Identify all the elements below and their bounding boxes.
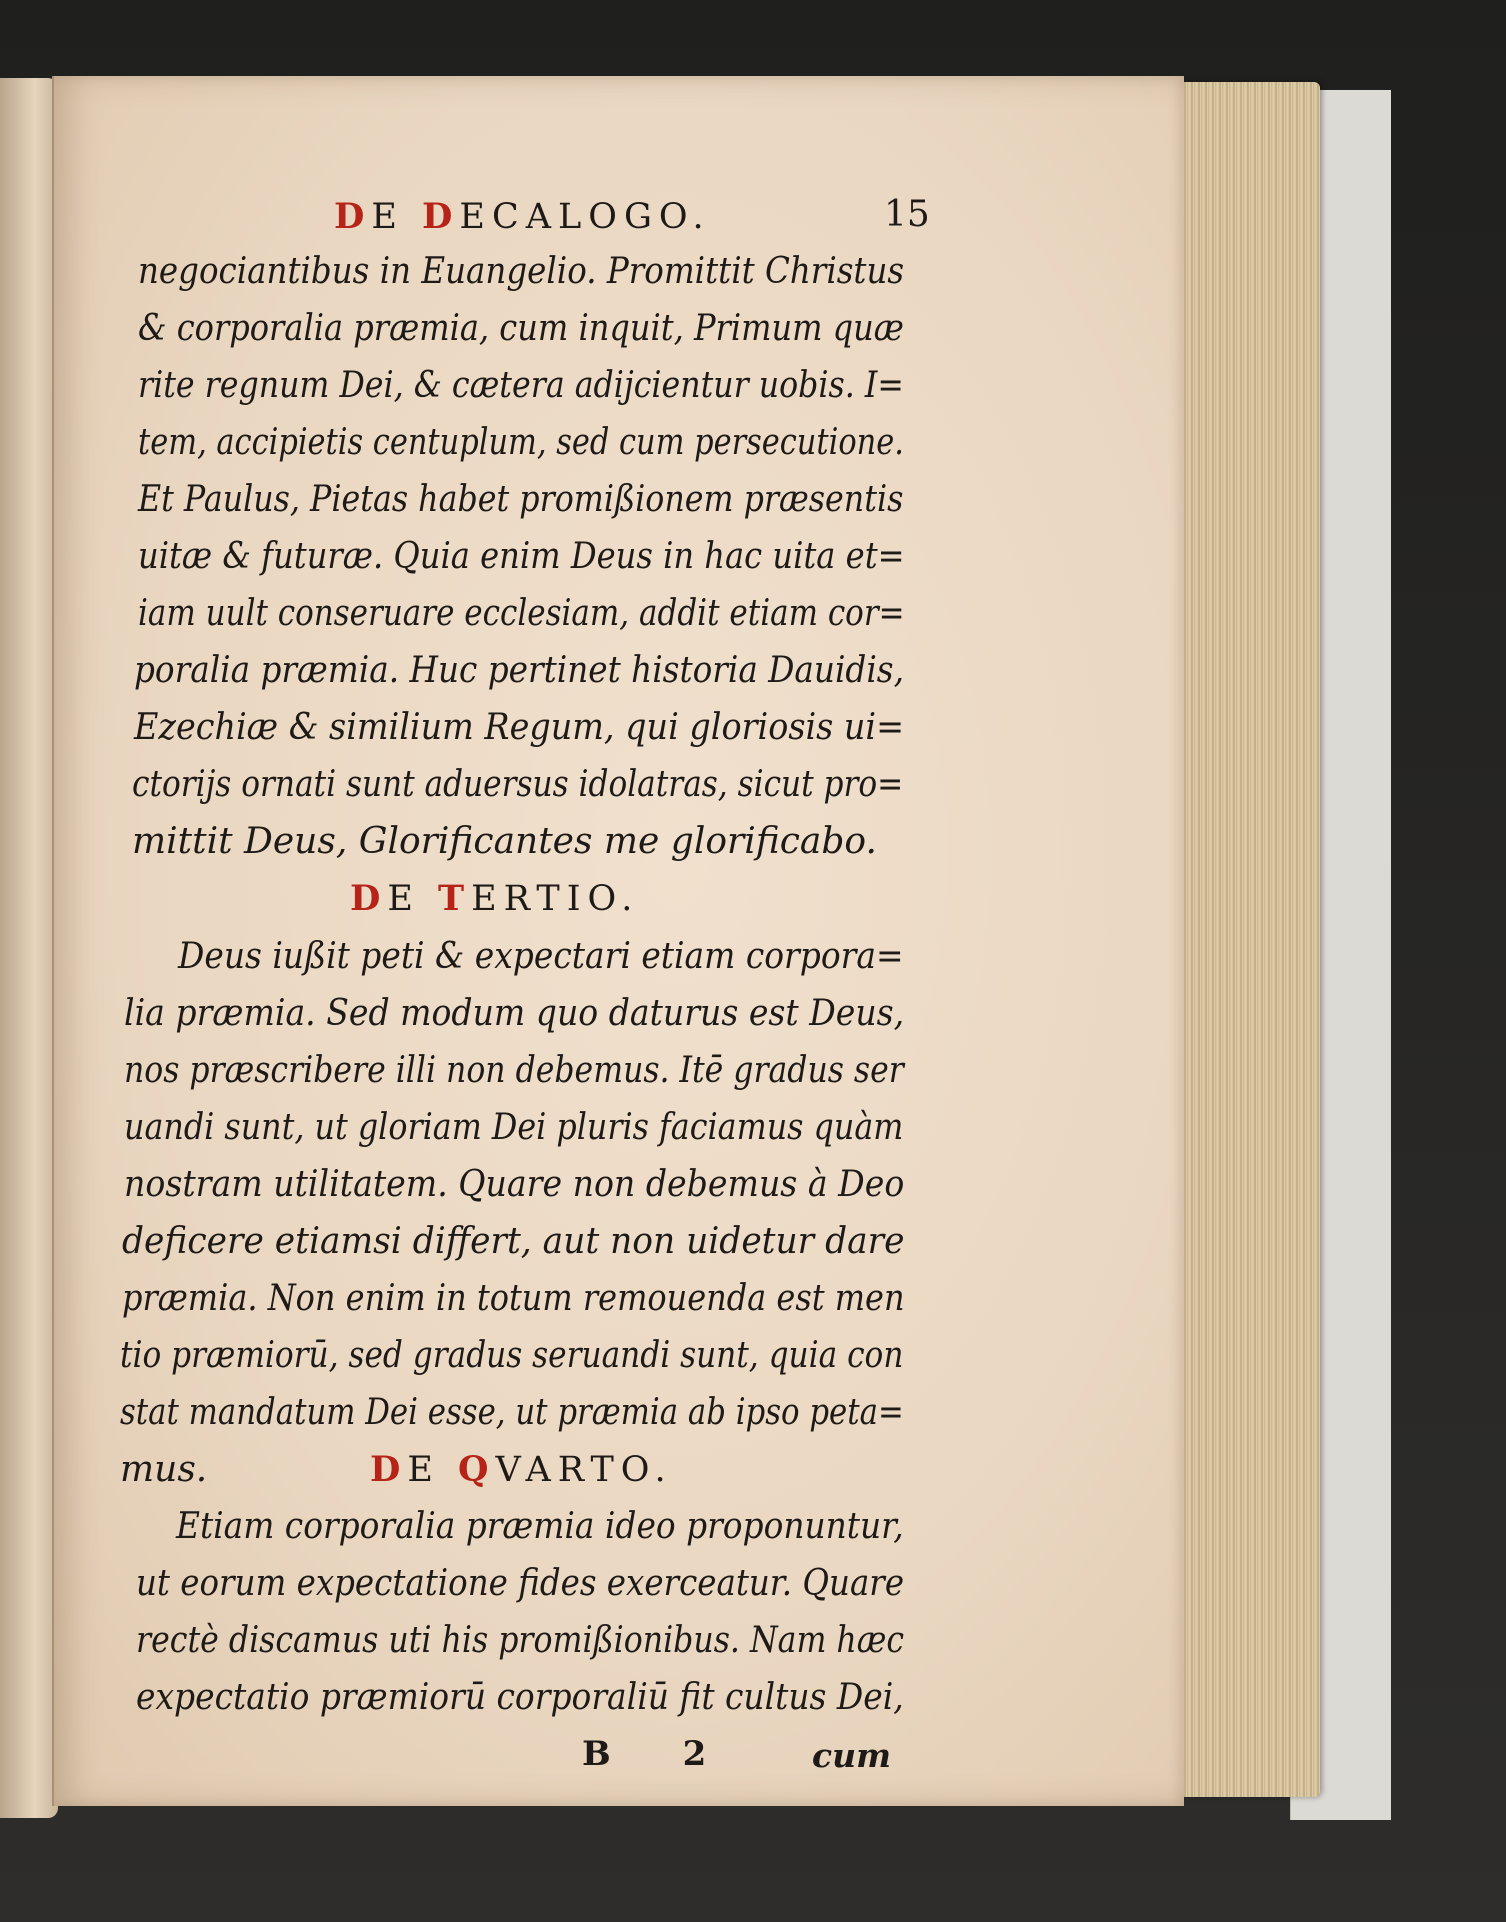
section-heading-quarto bbox=[370, 1449, 673, 1490]
section-text: E bbox=[387, 879, 439, 919]
tertio-line: nostram utilitatem. Quare non debemus à Deo bbox=[124, 1164, 905, 1205]
tertio-line: præmia. Non enim in totum remouenda est men bbox=[122, 1278, 905, 1319]
section-initial-2: T bbox=[438, 878, 472, 919]
section-text: E bbox=[407, 1450, 459, 1490]
folio-number: 15 bbox=[884, 194, 930, 235]
tertio-line: Deus iußit peti & expectari etiam corpora= bbox=[178, 936, 904, 977]
section-initial: D bbox=[350, 878, 388, 919]
body-line: mittit Deus, Glorificantes me glorificabo. bbox=[132, 821, 877, 862]
body-line: ctorijs ornati sunt aduersus idolatras, sicut pro= bbox=[132, 764, 904, 805]
body-line: Et Paulus, Pietas habet promißionem præsentis bbox=[138, 479, 904, 520]
section-text-2: ERTIO. bbox=[471, 879, 640, 919]
tertio-line: deficere etiamsi differt, aut non uidetur dare bbox=[122, 1221, 905, 1262]
body-line: poralia præmia. Huc pertinet historia Dauidis, bbox=[134, 650, 904, 691]
body-line: Ezechiæ & similium Regum, qui gloriosis ui= bbox=[134, 707, 905, 748]
catchword: cum bbox=[812, 1736, 892, 1775]
quarto-line: Etiam corporalia præmia ideo proponuntur, bbox=[176, 1506, 904, 1547]
section-heading-tertio bbox=[350, 878, 639, 919]
tertio-line: lia præmia. Sed modum quo daturus est Deus, bbox=[124, 993, 905, 1034]
section-initial-2: Q bbox=[458, 1449, 496, 1490]
tertio-line: mus. bbox=[120, 1449, 208, 1490]
head-initial-2: D bbox=[422, 196, 460, 237]
head-text: E bbox=[371, 197, 423, 237]
section-text-2: VARTO. bbox=[495, 1450, 673, 1490]
head-text-2: ECALOGO. bbox=[459, 197, 711, 237]
body-line: iam uult conseruare ecclesiam, addit etiam cor= bbox=[138, 593, 905, 634]
body-line: uitæ & futuræ. Quia enim Deus in hac uita et= bbox=[138, 536, 905, 577]
body-line: negociantibus in Euangelio. Promittit Christus bbox=[138, 251, 905, 292]
head-initial: D bbox=[334, 196, 372, 237]
book-page bbox=[52, 76, 1184, 1806]
tertio-line: uandi sunt, ut gloriam Dei pluris faciamus quàm bbox=[124, 1107, 904, 1148]
page-text bbox=[54, 76, 1184, 1806]
tertio-line: nos præscribere illi non debemus. Itē gradus ser bbox=[124, 1050, 904, 1091]
quarto-line: rectè discamus uti his promißionibus. Nam hæc bbox=[136, 1620, 905, 1661]
body-line: tem, accipietis centuplum, sed cum persecutione. bbox=[138, 422, 904, 463]
tertio-line: stat mandatum Dei esse, ut præmia ab ipso peta= bbox=[120, 1392, 904, 1433]
quarto-line: ut eorum expectatione fides exerceatur. Quare bbox=[136, 1563, 905, 1604]
body-line: rite regnum Dei, & cætera adijcientur uobis. I= bbox=[138, 365, 904, 406]
page-fore-edge bbox=[1180, 82, 1320, 1797]
running-head bbox=[334, 196, 711, 237]
left-page-edge bbox=[0, 78, 58, 1818]
body-line: & corporalia præmia, cum inquit, Primum quæ bbox=[138, 308, 904, 349]
section-initial: D bbox=[370, 1449, 408, 1490]
tertio-line: tio præmiorū, sed gradus seruandi sunt, quia con bbox=[120, 1335, 904, 1376]
quarto-line: expectatio præmiorū corporaliū fit cultus Dei, bbox=[136, 1677, 904, 1718]
signature-mark: B 2 bbox=[582, 1734, 737, 1774]
